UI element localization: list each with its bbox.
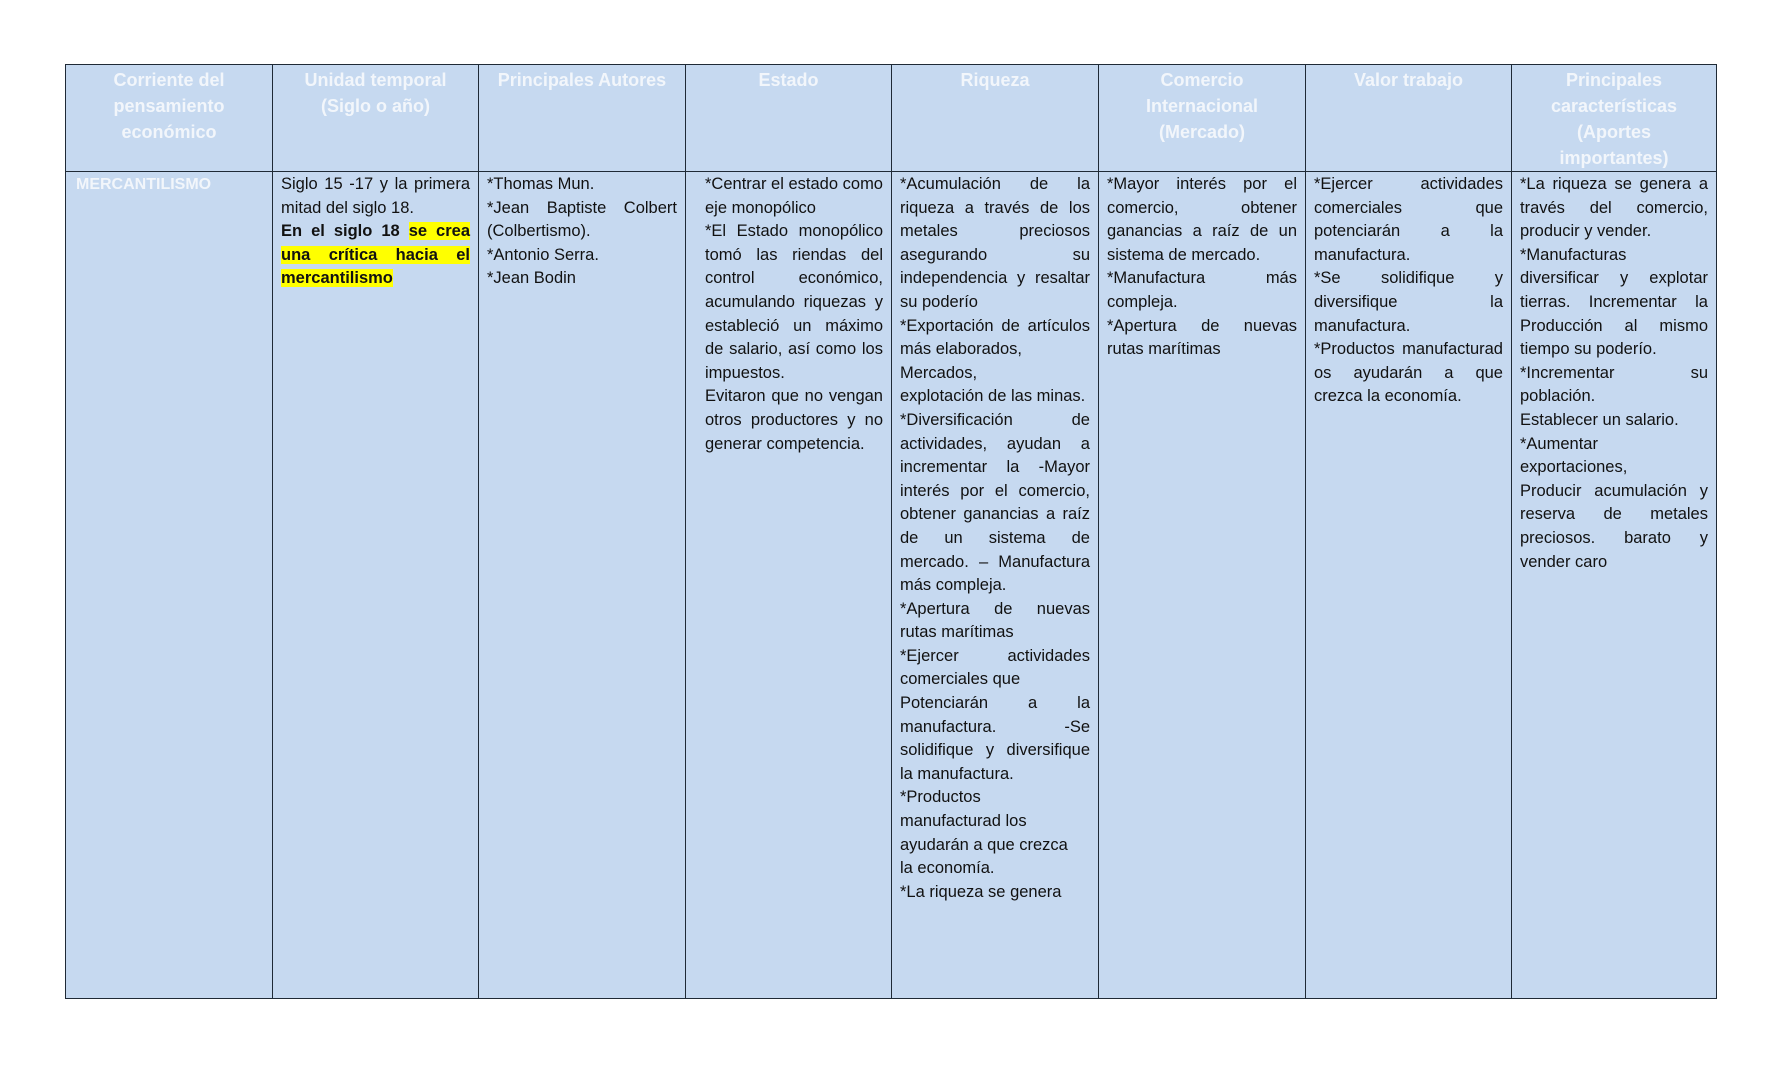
header-riqueza: Riqueza	[892, 65, 1099, 172]
author-item: *Antonio Serra.	[487, 245, 599, 264]
caracteristica-item: diversificar y explotar tierras. Incrementar la Producción al mismo tiempo su poderío.	[1520, 269, 1708, 359]
header-unidad-temporal: Unidad temporal (Siglo o año)	[273, 65, 479, 172]
header-corriente: Corriente del pensamiento económico	[66, 65, 273, 172]
economic-thought-table	[65, 64, 1717, 999]
riqueza-item: *Productos	[900, 788, 981, 807]
header-principales-caracteristicas: Principales características (Aportes importantes)	[1512, 65, 1717, 172]
cell-estado	[686, 172, 892, 999]
riqueza-item: manufacturad los	[900, 812, 1027, 831]
header-comercio-internacional: Comercio Internacional (Mercado)	[1099, 65, 1306, 172]
critica-lead: En el siglo 18	[281, 222, 409, 241]
author-item: *Jean Bodin	[487, 269, 576, 288]
riqueza-item: *Acumulación de la riqueza a través de los metales preciosos asegurando su independencia y resaltar su poderío	[900, 175, 1090, 311]
riqueza-item: *Exportación de artículos más elaborados,	[900, 316, 1090, 359]
header-estado: Estado	[686, 65, 892, 172]
riqueza-item: *La riqueza se genera	[900, 882, 1062, 901]
cell-corriente: MERCANTILISMO	[66, 172, 273, 999]
valor-trabajo-item: *Ejercer actividades comerciales que potenciarán a la manufactura.	[1314, 175, 1503, 264]
riqueza-item: ayudarán a que crezca	[900, 835, 1068, 854]
cell-riqueza	[892, 172, 1099, 999]
caracteristica-item: *Manufacturas	[1520, 245, 1627, 264]
header-principales-autores: Principales Autores	[479, 65, 686, 172]
unidad-temporal-critica	[281, 220, 470, 291]
comercio-item: *Apertura de nuevas rutas marítimas	[1107, 316, 1297, 359]
cell-comercio-internacional	[1099, 172, 1306, 999]
header-valor-trabajo: Valor trabajo	[1306, 65, 1512, 172]
table-row	[66, 172, 1717, 999]
author-item: *Jean Baptiste Colbert (Colbertismo).	[487, 198, 677, 241]
header-row	[66, 65, 1717, 172]
caracteristica-item: Producir acumulación y reserva de metales preciosos. barato y vender caro	[1520, 481, 1708, 571]
critica-highlighted: se crea una crítica hacia el mercantilismo	[281, 222, 471, 288]
cell-unidad-temporal	[273, 172, 479, 999]
caracteristica-item: Establecer un salario.	[1520, 410, 1679, 429]
estado-item: Evitaron que no vengan otros productores y no generar competencia.	[705, 387, 883, 453]
caracteristica-item: exportaciones,	[1520, 458, 1628, 477]
riqueza-item: *Ejercer actividades comerciales que	[900, 646, 1090, 689]
caracteristica-item: *Incrementar su población.	[1520, 363, 1708, 406]
estado-item: *El Estado monopólico tomó las riendas del control económico, acumulando riquezas y estableció un máximo de salario, así como los impuestos.	[705, 222, 883, 382]
author-item: *Thomas Mun.	[487, 175, 595, 193]
caracteristica-item: *Aumentar	[1520, 434, 1598, 453]
unidad-temporal-text: Siglo 15 -17 y la primera mitad del siglo 18.	[281, 175, 470, 217]
riqueza-item: *Diversificación de actividades, ayudan a incrementar la -Mayor interés por el comercio, obtener ganancias a raíz de un sistema de mercado. – Manufactura más compleja.	[900, 410, 1090, 595]
comercio-item: *Mayor interés por el comercio, obtener ganancias a raíz de un sistema de mercado.	[1107, 175, 1297, 264]
valor-trabajo-item: *Se solidifique y diversifique la manufactura.	[1314, 269, 1503, 335]
cell-autores	[479, 172, 686, 999]
riqueza-item: *Apertura de nuevas rutas marítimas	[900, 599, 1090, 642]
caracteristica-item: *La riqueza se genera a través del comercio, producir y vender.	[1520, 175, 1708, 241]
cell-valor-trabajo	[1306, 172, 1512, 999]
riqueza-item: Potenciarán a la manufactura. -Se solidifique y diversifique la manufactura.	[900, 694, 1090, 783]
riqueza-item: la economía.	[900, 859, 995, 878]
riqueza-item: Mercados,	[900, 363, 978, 382]
valor-trabajo-item: *Productos manufacturad os ayudarán a que crezca la economía.	[1314, 340, 1503, 406]
estado-item: *Centrar el estado como eje monopólico	[705, 175, 883, 217]
riqueza-item: explotación de las minas.	[900, 387, 1086, 406]
cell-caracteristicas	[1512, 172, 1717, 999]
comercio-item: *Manufactura más compleja.	[1107, 269, 1297, 311]
